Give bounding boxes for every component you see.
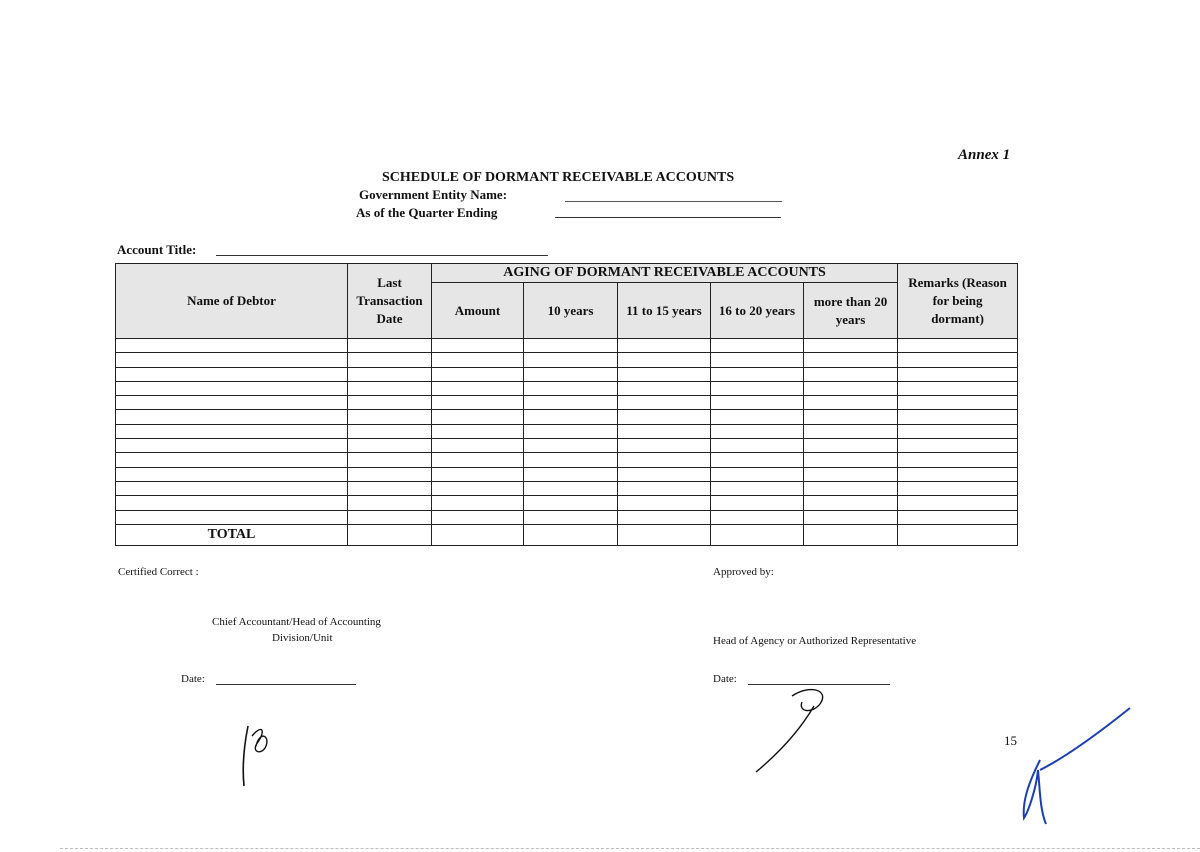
total-cell[interactable] bbox=[348, 524, 432, 545]
head-of-agency-title: Head of Agency or Authorized Representative bbox=[713, 635, 917, 647]
table-row bbox=[116, 353, 1018, 367]
header-more-line2: years bbox=[835, 311, 866, 327]
bottom-scan-rule bbox=[60, 848, 1200, 849]
table-cell[interactable] bbox=[524, 496, 618, 510]
table-cell[interactable] bbox=[116, 453, 348, 467]
table-cell[interactable] bbox=[898, 496, 1018, 510]
table-cell[interactable] bbox=[711, 396, 804, 410]
table-cell[interactable] bbox=[618, 424, 711, 438]
table-cell[interactable] bbox=[804, 339, 898, 353]
header-last-line1: Last bbox=[377, 275, 402, 290]
header-last-transaction bbox=[348, 264, 432, 339]
table-cell[interactable] bbox=[804, 510, 898, 524]
table-cell[interactable] bbox=[524, 467, 618, 481]
table-cell[interactable] bbox=[618, 381, 711, 395]
table-cell[interactable] bbox=[711, 510, 804, 524]
document-title: SCHEDULE OF DORMANT RECEIVABLE ACCOUNTS bbox=[382, 170, 735, 185]
table-body bbox=[116, 339, 1018, 546]
header-last-line3: Date bbox=[376, 311, 403, 326]
table-cell[interactable] bbox=[348, 467, 432, 481]
table-cell[interactable] bbox=[116, 381, 348, 395]
approved-by-label: Approved by: bbox=[713, 566, 774, 578]
table-cell[interactable] bbox=[116, 439, 348, 453]
table-cell[interactable] bbox=[348, 453, 432, 467]
table-row bbox=[116, 481, 1018, 495]
table-cell[interactable] bbox=[524, 510, 618, 524]
table-row bbox=[116, 410, 1018, 424]
table-cell[interactable] bbox=[618, 367, 711, 381]
table-cell[interactable] bbox=[804, 481, 898, 495]
header-amount: Amount bbox=[432, 283, 524, 339]
table-cell[interactable] bbox=[116, 396, 348, 410]
header-aging: AGING OF DORMANT RECEIVABLE ACCOUNTS bbox=[432, 264, 898, 283]
table-cell[interactable] bbox=[898, 339, 1018, 353]
table-cell[interactable] bbox=[116, 339, 348, 353]
table-cell[interactable] bbox=[348, 381, 432, 395]
header-last-line2: Transaction bbox=[356, 293, 423, 308]
table-row bbox=[116, 339, 1018, 353]
header-10-years: 10 years bbox=[524, 283, 618, 339]
table-cell[interactable] bbox=[804, 453, 898, 467]
table-cell[interactable] bbox=[432, 510, 524, 524]
header-16-20-years: 16 to 20 years bbox=[711, 283, 804, 339]
table-cell[interactable] bbox=[348, 481, 432, 495]
header-more-than-20 bbox=[804, 283, 898, 339]
table-cell[interactable] bbox=[524, 424, 618, 438]
page-number: 15 bbox=[1004, 733, 1017, 748]
table-cell[interactable] bbox=[618, 481, 711, 495]
table-row bbox=[116, 396, 1018, 410]
table-cell[interactable] bbox=[618, 396, 711, 410]
table-cell[interactable] bbox=[898, 424, 1018, 438]
table-cell[interactable] bbox=[898, 396, 1018, 410]
total-cell[interactable] bbox=[804, 524, 898, 545]
total-cell[interactable] bbox=[711, 524, 804, 545]
table-cell[interactable] bbox=[524, 439, 618, 453]
table-cell[interactable] bbox=[898, 453, 1018, 467]
table-cell[interactable] bbox=[116, 481, 348, 495]
table-cell[interactable] bbox=[711, 439, 804, 453]
date-label-left: Date: bbox=[181, 673, 205, 685]
table-cell[interactable] bbox=[348, 396, 432, 410]
table-cell[interactable] bbox=[348, 410, 432, 424]
table-cell[interactable] bbox=[804, 367, 898, 381]
table-cell[interactable] bbox=[898, 510, 1018, 524]
header-remarks-line3: dormant) bbox=[931, 311, 984, 326]
table-row bbox=[116, 424, 1018, 438]
table-row bbox=[116, 367, 1018, 381]
table-cell[interactable] bbox=[524, 353, 618, 367]
table-cell[interactable] bbox=[898, 353, 1018, 367]
total-row bbox=[116, 524, 1018, 545]
table-cell[interactable] bbox=[432, 453, 524, 467]
table-cell[interactable] bbox=[711, 496, 804, 510]
total-cell[interactable] bbox=[524, 524, 618, 545]
table-cell[interactable] bbox=[116, 424, 348, 438]
header-remarks-line2: for being bbox=[932, 293, 983, 308]
table-cell[interactable] bbox=[804, 410, 898, 424]
table-cell[interactable] bbox=[804, 381, 898, 395]
table-cell[interactable] bbox=[711, 410, 804, 424]
table-cell[interactable] bbox=[432, 410, 524, 424]
table-cell[interactable] bbox=[898, 481, 1018, 495]
table-cell[interactable] bbox=[898, 439, 1018, 453]
chief-accountant-title-line2: Division/Unit bbox=[272, 632, 333, 644]
annex-label: Annex 1 bbox=[958, 147, 1011, 163]
table-row bbox=[116, 510, 1018, 524]
table-cell[interactable] bbox=[804, 496, 898, 510]
table-cell[interactable] bbox=[898, 381, 1018, 395]
table-cell[interactable] bbox=[898, 367, 1018, 381]
table-cell[interactable] bbox=[348, 353, 432, 367]
table-cell[interactable] bbox=[116, 410, 348, 424]
quarter-ending-label: As of the Quarter Ending bbox=[356, 205, 498, 220]
table-cell[interactable] bbox=[711, 367, 804, 381]
table-cell[interactable] bbox=[711, 467, 804, 481]
entity-name-field[interactable] bbox=[565, 201, 782, 202]
table-cell[interactable] bbox=[898, 467, 1018, 481]
table-cell[interactable] bbox=[116, 496, 348, 510]
table-cell[interactable] bbox=[116, 467, 348, 481]
table-cell[interactable] bbox=[711, 453, 804, 467]
table-cell[interactable] bbox=[711, 381, 804, 395]
table-cell[interactable] bbox=[348, 367, 432, 381]
table-cell[interactable] bbox=[711, 353, 804, 367]
table-cell[interactable] bbox=[618, 510, 711, 524]
table-cell[interactable] bbox=[524, 339, 618, 353]
handwritten-initial-left bbox=[236, 716, 276, 796]
table-cell[interactable] bbox=[116, 353, 348, 367]
table-cell[interactable] bbox=[898, 410, 1018, 424]
date-label-right: Date: bbox=[713, 673, 737, 685]
table-cell[interactable] bbox=[348, 510, 432, 524]
table-cell[interactable] bbox=[618, 353, 711, 367]
table-row bbox=[116, 439, 1018, 453]
table-cell[interactable] bbox=[524, 367, 618, 381]
header-remarks bbox=[898, 264, 1018, 339]
table-row bbox=[116, 496, 1018, 510]
dormant-receivables-table bbox=[115, 263, 1018, 546]
header-debtor: Name of Debtor bbox=[116, 264, 348, 339]
table-row bbox=[116, 381, 1018, 395]
total-label: TOTAL bbox=[116, 524, 348, 545]
table-cell[interactable] bbox=[711, 481, 804, 495]
table-cell[interactable] bbox=[348, 439, 432, 453]
table-cell[interactable] bbox=[804, 396, 898, 410]
table-row bbox=[116, 453, 1018, 467]
account-title-label: Account Title: bbox=[117, 242, 197, 257]
table-cell[interactable] bbox=[618, 439, 711, 453]
table-cell[interactable] bbox=[618, 453, 711, 467]
table-cell[interactable] bbox=[618, 467, 711, 481]
table-cell[interactable] bbox=[524, 381, 618, 395]
table-cell[interactable] bbox=[618, 410, 711, 424]
quarter-ending-field[interactable] bbox=[555, 217, 781, 218]
header-11-15-years: 11 to 15 years bbox=[618, 283, 711, 339]
table-cell[interactable] bbox=[804, 467, 898, 481]
date-field-left[interactable] bbox=[216, 684, 356, 685]
table-cell[interactable] bbox=[432, 367, 524, 381]
table-cell[interactable] bbox=[524, 396, 618, 410]
table-cell[interactable] bbox=[432, 339, 524, 353]
table-cell[interactable] bbox=[804, 424, 898, 438]
table-cell[interactable] bbox=[348, 339, 432, 353]
table-cell[interactable] bbox=[432, 481, 524, 495]
table-cell[interactable] bbox=[432, 467, 524, 481]
table-cell[interactable] bbox=[618, 496, 711, 510]
table-cell[interactable] bbox=[348, 496, 432, 510]
table-cell[interactable] bbox=[524, 410, 618, 424]
total-cell[interactable] bbox=[618, 524, 711, 545]
table-cell[interactable] bbox=[524, 453, 618, 467]
table-cell[interactable] bbox=[618, 339, 711, 353]
account-title-field[interactable] bbox=[216, 255, 548, 256]
table-cell[interactable] bbox=[524, 481, 618, 495]
table-cell[interactable] bbox=[348, 424, 432, 438]
table-cell[interactable] bbox=[432, 424, 524, 438]
table-cell[interactable] bbox=[711, 339, 804, 353]
chief-accountant-title: Chief Accountant/Head of Accounting bbox=[212, 616, 381, 628]
table-cell[interactable] bbox=[804, 439, 898, 453]
table-cell[interactable] bbox=[804, 353, 898, 367]
total-cell[interactable] bbox=[432, 524, 524, 545]
header-more-line1: more than 20 bbox=[813, 293, 888, 309]
table-cell[interactable] bbox=[432, 396, 524, 410]
table-cell[interactable] bbox=[116, 510, 348, 524]
handwritten-initial-blue bbox=[1010, 700, 1140, 830]
table-cell[interactable] bbox=[116, 367, 348, 381]
table-cell[interactable] bbox=[432, 496, 524, 510]
table-cell[interactable] bbox=[711, 424, 804, 438]
certified-correct-label: Certified Correct : bbox=[118, 566, 199, 578]
total-cell[interactable] bbox=[898, 524, 1018, 545]
table-cell[interactable] bbox=[432, 439, 524, 453]
handwritten-signature-right bbox=[750, 682, 840, 782]
table-cell[interactable] bbox=[432, 353, 524, 367]
table-row bbox=[116, 467, 1018, 481]
table-cell[interactable] bbox=[432, 381, 524, 395]
header-remarks-line1: Remarks (Reason bbox=[908, 275, 1007, 290]
entity-name-label: Government Entity Name: bbox=[359, 187, 508, 202]
